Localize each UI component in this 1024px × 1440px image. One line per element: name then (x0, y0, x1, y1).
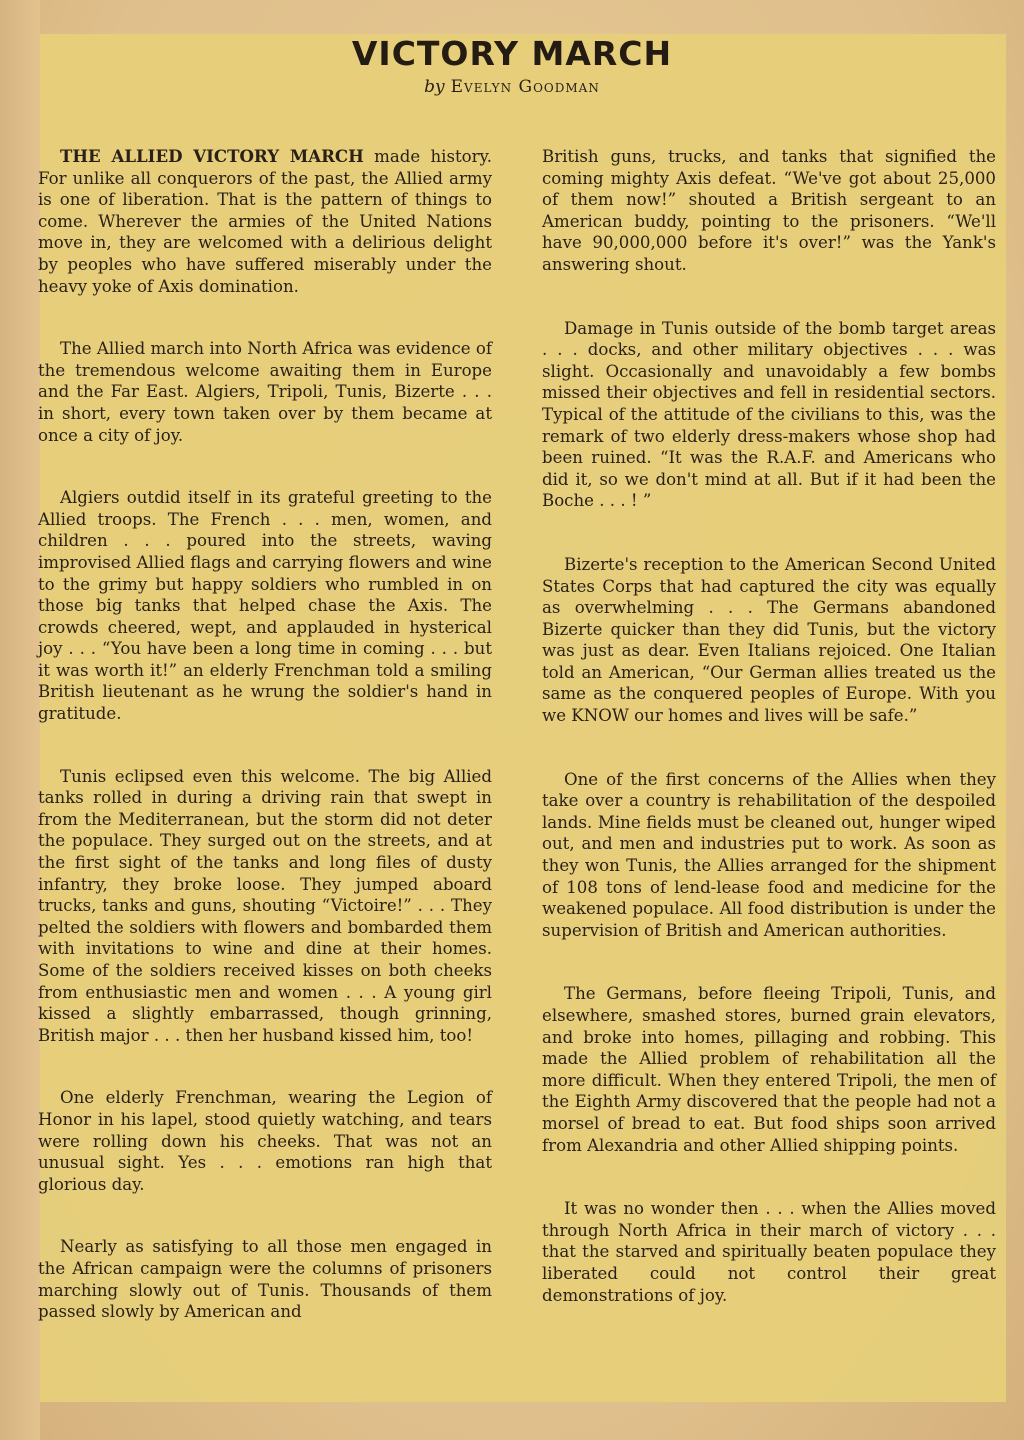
article-header (0, 34, 1024, 98)
paragraph-right-3: Bizerte's reception to the American Second United States Corps that had captured the city was equally as overwhelming . . . The Germans abandoned Bizerte quicker than they did Tunis, but the victory was just as dear. Even Italians rejoiced. One Italian told an American, “Our German allies treated us the same as the conquered peoples of Europe. With you we KNOW our homes and lives will be safe.” (542, 554, 996, 726)
paragraph-left-4: Tunis eclipsed even this welcome. The big Allied tanks rolled in during a driving rain that swept in from the Mediterranean, but the storm did not deter the populace. They surged out on the streets, and at the first sight of the tanks and long files of dusty infantry, they broke loose. They jumped aboard trucks, tanks and guns, shouting “Victoire!” . . . They pelted the soldiers with flowers and bombarded them with invitations to wine and dine at their homes. Some of the soldiers received kisses on both cheeks from enthusiastic men and women . . . A young girl kissed a slightly embarrassed, though grinning, British major . . . then her husband kissed him, too! (38, 766, 492, 1045)
article-title: VICTORY MARCH (351, 34, 673, 73)
right-column (542, 146, 996, 1306)
author-name: Evelyn Goodman (450, 77, 600, 97)
paragraph-right-4: One of the first concerns of the Allies when they take over a country is rehabilitation of the despoiled lands. Mine fields must be cleaned out, hunger wiped out, and men and industries put to work. As soon as they won Tunis, the Allies arranged for the shipment of 108 tons of lend-lease food and medicine for the weakened populace. All food distribution is under the supervision of British and American authorities. (542, 769, 996, 940)
page-left-margin (0, 0, 40, 1440)
paragraph-right-2: Damage in Tunis outside of the bomb target areas . . . docks, and other military objectives . . . was slight. Occasionally and unavoidably a few bombs missed their objectives and fell in residential sectors. Typical of the attitude of the civilians to this, was the remark of two elderly dress-makers whose shop had been ruined. “It was the R.A.F. and Americans who did it, so we don't mind at all. But if it had been the Boche . . . ! ” (542, 318, 996, 511)
paragraph-left-6: Nearly as satisfying to all those men engaged in the African campaign were the columns of prisoners marching slowly out of Tunis. Thousands of them passed slowly by American and (38, 1237, 492, 1322)
paragraph-left-5: One elderly Frenchman, wearing the Legion of Honor in his lapel, stood quietly watching, and tears were rolling down his cheeks. That was not an unusual sight. Yes . . . emotions ran high that glorious day. (38, 1088, 492, 1194)
paragraph-left-1 (38, 146, 492, 297)
left-column (38, 146, 492, 1323)
byline-prefix: by (424, 77, 445, 97)
paragraph-left-3: Algiers outdid itself in its grateful greeting to the Allied troops. The French . . . men, women, and children . . . poured into the streets, waving improvised Allied flags and carrying flowers and wine to the grimy but happy soldiers who rumbled in on those big tanks that helped chase the Axis. The crowds cheered, wept, and applauded in hysterical joy . . . “You have been a long time in coming . . . but it was worth it!” an elderly Frenchman told a smiling British lieutenant as he wrung the soldier's hand in gratitude. (38, 488, 492, 724)
paragraph-right-6: It was no wonder then . . . when the Allies moved through North Africa in their march of victory . . . that the starved and spiritually beaten populace they liberated could not control their great demonstrations of joy. (542, 1199, 996, 1305)
lead-in: THE ALLIED VICTORY MARCH (60, 146, 364, 166)
paragraph-left-2: The Allied march into North Africa was evidence of the tremendous welcome awaiting them in Europe and the Far East. Algiers, Tripoli, Tunis, Bizerte . . . in short, every town taken over by them became at once a city of joy. (38, 339, 492, 445)
paragraph-right-5: The Germans, before fleeing Tripoli, Tunis, and elsewhere, smashed stores, burned grain elevators, and broke into homes, pillaging and robbing. This made the Allied problem of rehabilitation all the more difficult. When they entered Tripoli, the men of the Eighth Army discovered that the people had not a morsel of bread to eat. But food ships soon arrived from Alexandria and other Allied shipping points. (542, 984, 996, 1155)
byline (0, 76, 1024, 98)
paragraph-right-1: British guns, trucks, and tanks that signified the coming mighty Axis defeat. “We've got about 25,000 of them now!” shouted a British sergeant to an American buddy, pointing to the prisoners. “We'll have 90,000,000 before it's over!” was the Yank's answering shout. (542, 147, 996, 274)
paragraph-text: made history. For unlike all conquerors of the past, the Allied army is one of liberation. That is the pattern of things to come. Wherever the armies of the United Nations move in, they are welcomed with a delirious delight by peoples who have suffered miserably under the heavy yoke of Axis domination. (38, 147, 492, 296)
